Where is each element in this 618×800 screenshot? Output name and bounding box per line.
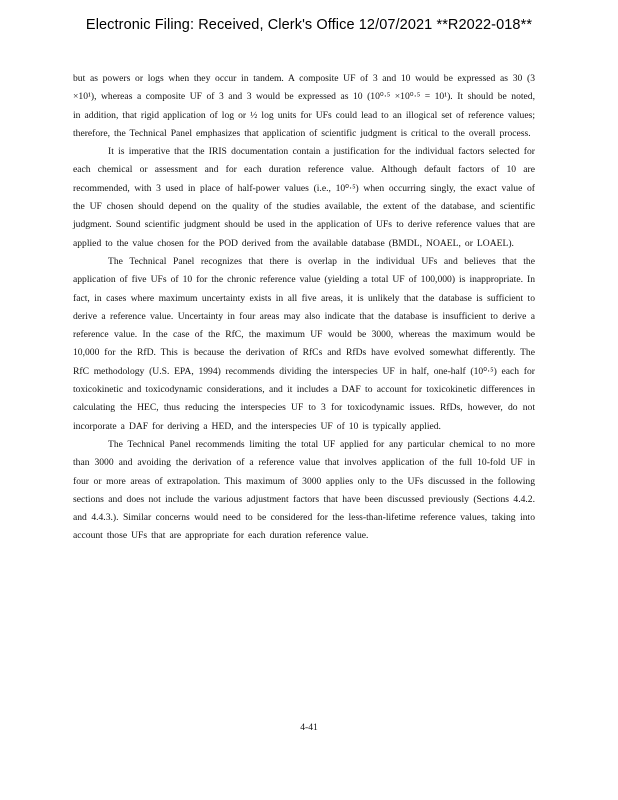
filing-header: Electronic Filing: Received, Clerk's Office 12/07/2021 **R2022-018** — [85, 17, 533, 33]
paragraph-continuation: but as powers or logs when they occur in tandem. A composite UF of 3 and 10 would be expressed as 30 (3 ×10¹), whereas a composite UF of 3 and 3 would be expressed as 10 (10⁰·⁵ ×10⁰·⁵ = 10¹). It should be noted, in addition, that rigid application of log or ½ log units for UFs could lead to an illogical set of reference values; therefore, the Technical Panel emphasizes that application of scientific judgment is critical to the overall process. — [73, 73, 535, 139]
paragraph-iris-documentation: It is imperative that the IRIS documentation contain a justification for the individual factors selected for each chemical or assessment and for each duration reference value. Although default factors of 10 are recommended, with 3 used in place of half-power values (i.e., 10⁰·⁵) when occurring singly, the exact value of the UF chosen should depend on the quality of the studies available, the extent of the database, and scientific judgment. Sound scientific judgment should be used in the application of UFs to derive reference values that are applied to the value chosen for the POD derived from the available database (BMDL, NOAEL, or LOAEL). — [73, 146, 535, 249]
document-body — [73, 70, 535, 546]
page-number: 4-41 — [300, 722, 318, 733]
paragraph-uf-overlap: The Technical Panel recognizes that there is overlap in the individual UFs and believes that the application of five UFs of 10 for the chronic reference value (yielding a total UF of 100,000) is inappropriate. In fact, in cases where maximum uncertainty exists in all five areas, it is unlikely that the database is sufficient to derive a reference value. Uncertainty in four areas may also indicate that the database is insufficient to derive a reference value. In the case of the RfC, the maximum UF would be 3000, whereas the maximum would be 10,000 for the RfD. This is because the derivation of RfCs and RfDs have evolved somewhat differently. The RfC methodology (U.S. EPA, 1994) recommends dividing the interspecies UF in half, one-half (10⁰·⁵) each for toxicokinetic and toxicodynamic considerations, and it includes a DAF to account for toxicokinetic differences in calculating the HEC, thus reducing the interspecies UF to 3 for toxicodynamic issues. RfDs, however, do not incorporate a DAF for deriving a HED, and the interspecies UF of 10 is typically applied. — [73, 255, 535, 432]
paragraph-uf-limit: The Technical Panel recommends limiting the total UF applied for any particular chemical to no more than 3000 and avoiding the derivation of a reference value that involves application of the full 10-fold UF in four or more areas of extrapolation. This maximum of 3000 applies only to the UFs discussed in the following sections and does not include the various adjustment factors that have been discussed previously (Sections 4.4.2. and 4.4.3.). Similar concerns would need to be considered for the less-than-lifetime reference values, taking into account those UFs that are appropriate for each duration reference value. — [73, 438, 535, 542]
